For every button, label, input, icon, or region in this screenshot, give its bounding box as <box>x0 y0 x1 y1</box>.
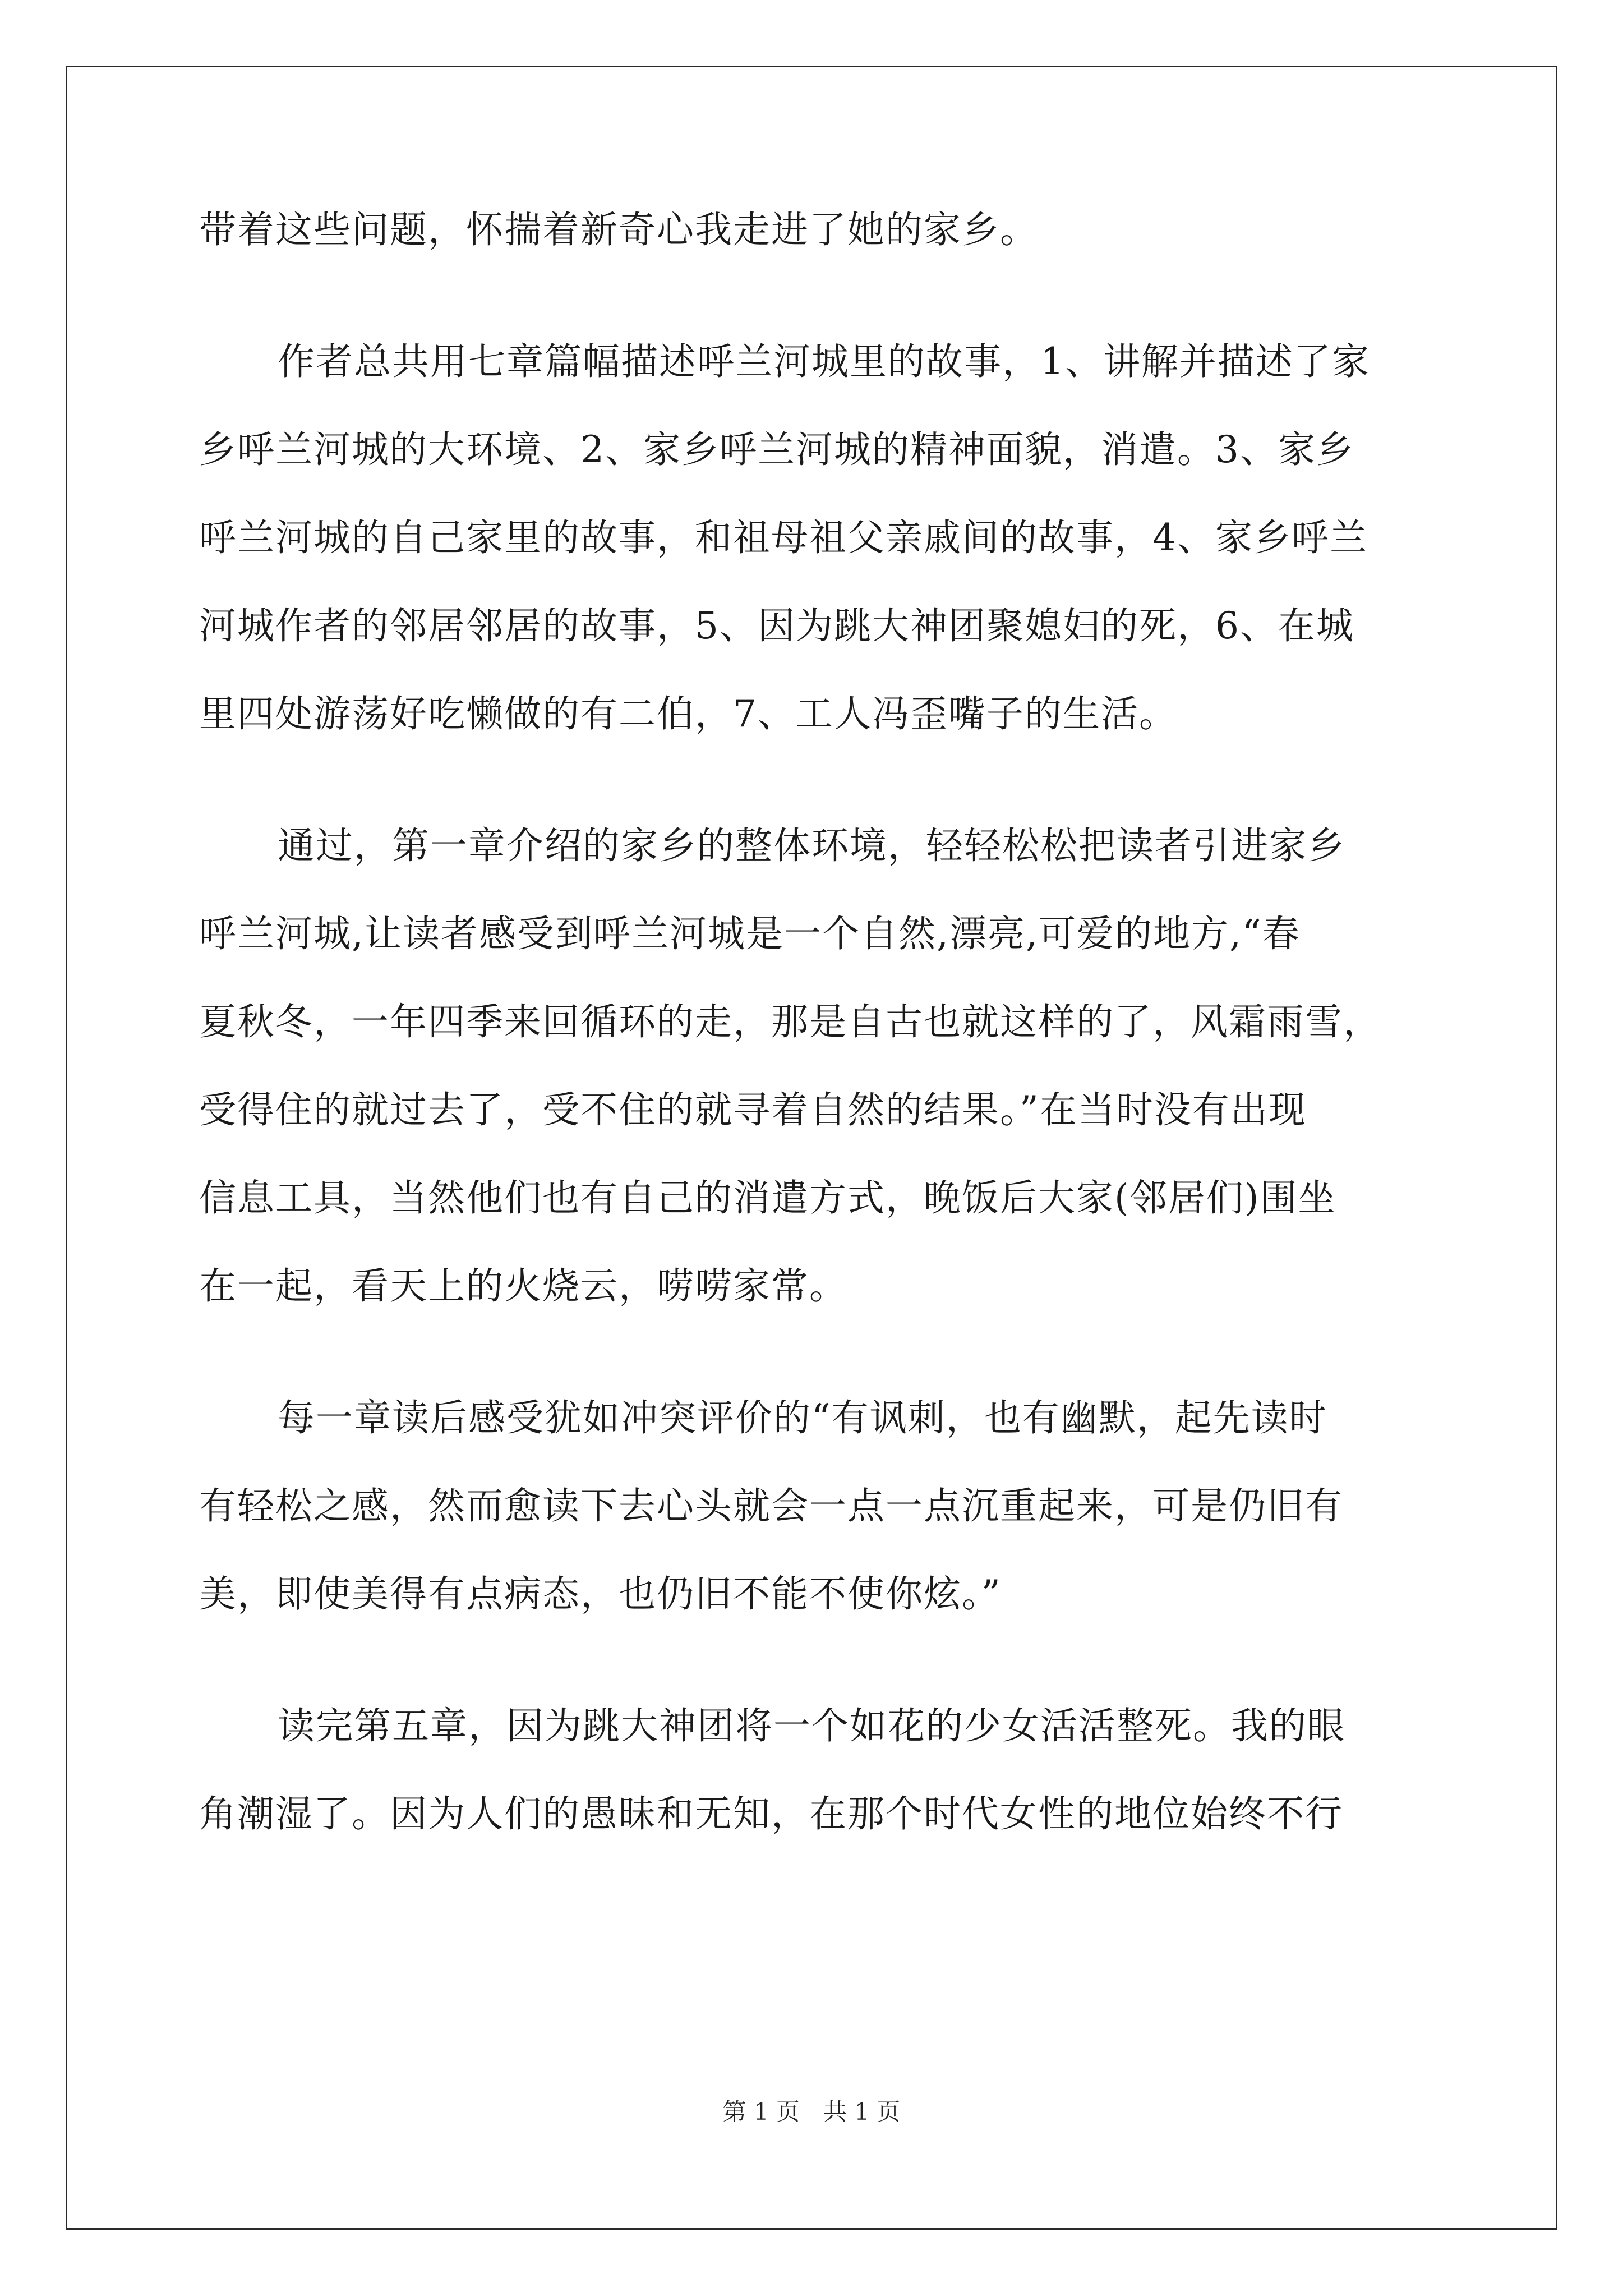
page-number: 第 1 页 共 1 页 <box>722 2098 901 2125</box>
text-line: 受得住的就过去了，受不住的就寻着自然的结果。”在当时没有出现 <box>199 1088 1307 1131</box>
text-line: 角潮湿了。因为人们的愚昧和无知，在那个时代女性的地位始终不行 <box>199 1792 1343 1835</box>
paragraph-first-line: 每一章读后感受犹如冲突评价的“有讽刺，也有幽默，起先读时 <box>278 1396 1327 1439</box>
text-line: 里四处游荡好吃懒做的有二伯，7、工人冯歪嘴子的生活。 <box>199 692 1177 735</box>
text-line: 夏秋冬，一年四季来回循环的走，那是自古也就这样的了，风霜雨雪， <box>199 1000 1381 1043</box>
text-line: 呼兰河城的自己家里的故事，和祖母祖父亲戚间的故事，4、家乡呼兰 <box>199 516 1368 559</box>
paragraph-first-line: 作者总共用七章篇幅描述呼兰河城里的故事，1、讲解并描述了家 <box>278 340 1370 383</box>
paragraph-first-line: 读完第五章，因为跳大神团将一个如花的少女活活整死。我的眼 <box>278 1704 1345 1747</box>
text-line: 在一起，看天上的火烧云，唠唠家常。 <box>199 1264 847 1308</box>
text-line: 乡呼兰河城的大环境、2、家乡呼兰河城的精神面貌，消遣。3、家乡 <box>199 428 1354 471</box>
text-line: 带着这些问题，怀揣着新奇心我走进了她的家乡。 <box>199 208 1038 251</box>
paragraph-first-line: 通过，第一章介绍的家乡的整体环境，轻轻松松把读者引进家乡 <box>278 824 1345 867</box>
text-line: 呼兰河城,让读者感受到呼兰河城是一个自然,漂亮,可爱的地方,“春 <box>199 912 1301 955</box>
page-border <box>66 66 1557 2230</box>
text-line: 河城作者的邻居邻居的故事，5、因为跳大神团聚媳妇的死，6、在城 <box>199 604 1354 647</box>
text-line: 美，即使美得有点病态，也仍旧不能不使你炫。” <box>199 1572 1002 1616</box>
text-line: 有轻松之感，然而愈读下去心头就会一点一点沉重起来，可是仍旧有 <box>199 1484 1343 1527</box>
text-line: 信息工具，当然他们也有自己的消遣方式，晚饭后大家(邻居们)围坐 <box>199 1176 1336 1220</box>
